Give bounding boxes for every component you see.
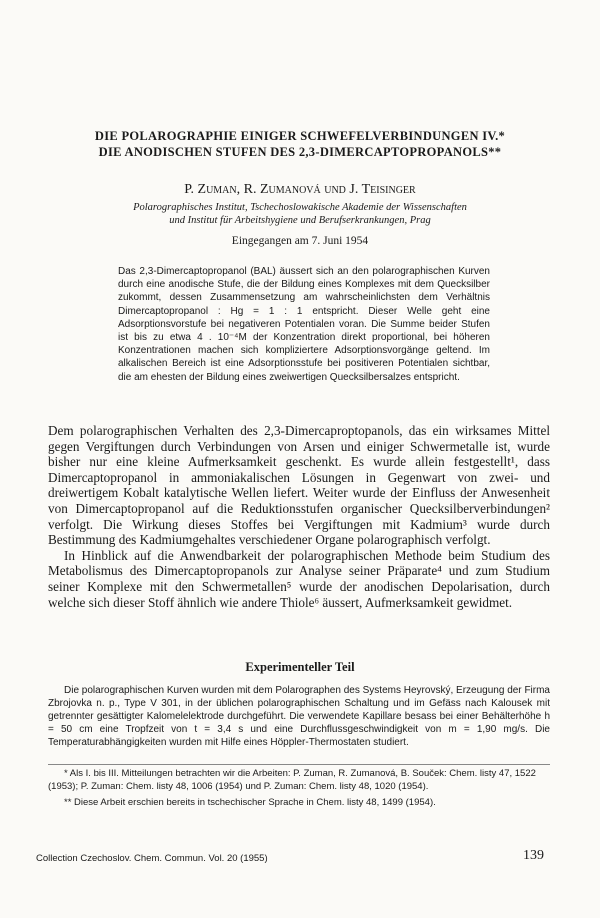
title-line-1: DIE POLAROGRAPHIE EINIGER SCHWEFELVERBINDUNGEN IV.* — [94, 129, 506, 143]
affiliation — [60, 201, 540, 227]
body-text — [48, 423, 550, 610]
authors: P. Zuman, R. Zumanová und J. Teisinger — [184, 182, 416, 197]
footnotes — [48, 768, 550, 814]
affiliation-line-1: Polarographisches Institut, Tschechoslowakische Akademie der Wissenschaften — [133, 202, 467, 213]
abstract: Das 2,3-Dimercaptopropanol (BAL) äussert sich an den polarographischen Kurven durch eine anodische Stufe, die der Bildung eines Komplexes mit dem Quecksilber zukommt, dessen Zusammensetzung am wahrscheinlichsten dem Verhältnis Dimercaptopropanol : Hg = 1 : 1 entspricht. Dieser Welle geht eine Adsorptionsvorstufe bei negativeren Potentialen voran. Die Summe beider Stufen ist bis zu etwa 4 . 10⁻⁴M der Konzentration direkt proportional, bei höheren Konzentrationen machen sich kompliziertere Adsorptionsvorgänge geltend. Im alkalischen Bereich ist eine Adsorptionsstufe bei positiveren Potentialen sichtbar, die am ehesten der Bildung eines zweiwertigen Quecksilbersalzes entspricht. — [118, 266, 490, 383]
body-paragraph-2: In Hinblick auf die Anwendbarkeit der polarographischen Methode beim Studium des Metabolismus des Dimercaptopropanols zur Analyse seiner Präparate⁴ und zum Studium seiner Komplexe mit den Schwermetallen⁵ wurde der anodischen Depolarisation, durch welche sich dieser Stoff ähnlich wie andere Thiole⁶ äussert, Aufmerksamkeit gewidmet. — [48, 547, 550, 610]
section-heading: Experimenteller Teil — [245, 660, 355, 674]
footnote-2: ** Diese Arbeit erschien bereits in tschechischer Sprache in Chem. listy 48, 1499 (1954). — [64, 797, 436, 808]
experimental-paragraph: Die polarographischen Kurven wurden mit dem Polarographen des Systems Heyrovský, Erzeugung der Firma Zbrojovka n. p., Type V 301, in der üblichen polarographischen Schaltung und im Gefäss nach Kalousek mit getrennter gesättigter Kalomelelektrode durchgeführt. Die verwendete Kapillare besass bei einer Behälterhöhe h = 50 cm eine Tropfzeit von t = 3,4 s und eine Durchflussgeschwindigkeit von m = 1,90 mg/s. Die Temperaturabhängigkeiten wurden mit Hilfe eines Höppler-Thermostaten studiert. — [48, 685, 550, 748]
footnote-divider — [48, 764, 550, 765]
page-number: 139 — [523, 848, 544, 863]
title-line-2: DIE ANODISCHEN STUFEN DES 2,3-DIMERCAPTOPROPANOLS** — [98, 145, 502, 159]
received-date: Eingegangen am 7. Juni 1954 — [231, 235, 369, 247]
journal-footer: Collection Czechoslov. Chem. Commun. Vol. 20 (1955) — [36, 853, 268, 864]
paper-title — [40, 128, 560, 160]
affiliation-line-2: und Institut für Arbeitshygiene und Berufserkrankungen, Prag — [169, 215, 431, 226]
footnote-1: * Als I. bis III. Mitteilungen betrachten wir die Arbeiten: P. Zuman, R. Zumanová, B. Souček: Chem. listy 47, 1522 (1953); P. Zuman: Chem. listy 48, 1006 (1954) und P. Zuman: Chem. listy 48, 1020 (1954). — [48, 768, 536, 792]
body-paragraph-1: Dem polarographischen Verhalten des 2,3-Dimercaproptopanols, das ein wirksames Mittel gegen Vergiftungen durch Verbindungen von Arsen und einiger Schwermetalle ist, wurde bisher nur eine kleine Aufmerksamkeit geschenkt. Es wurde allein festgestellt¹, dass Dimercaptopropanol in ammoniakalischen Lösungen in Gegenwart von zwei- und dreiwertigem Kobalt katalytische Wellen liefert. Weiter wurde der Einfluss der Anwesenheit von Dimercaptopropanol auf die Reduktionsstufen organischer Quecksilberverbindungen² verfolgt. Die Wirkung dieses Stoffes bei Vergiftungen mit Kadmium³ wurde durch Bestimmung des Kadmiumgehaltes verschiedener Organe polarographisch verfolgt. — [48, 423, 550, 548]
